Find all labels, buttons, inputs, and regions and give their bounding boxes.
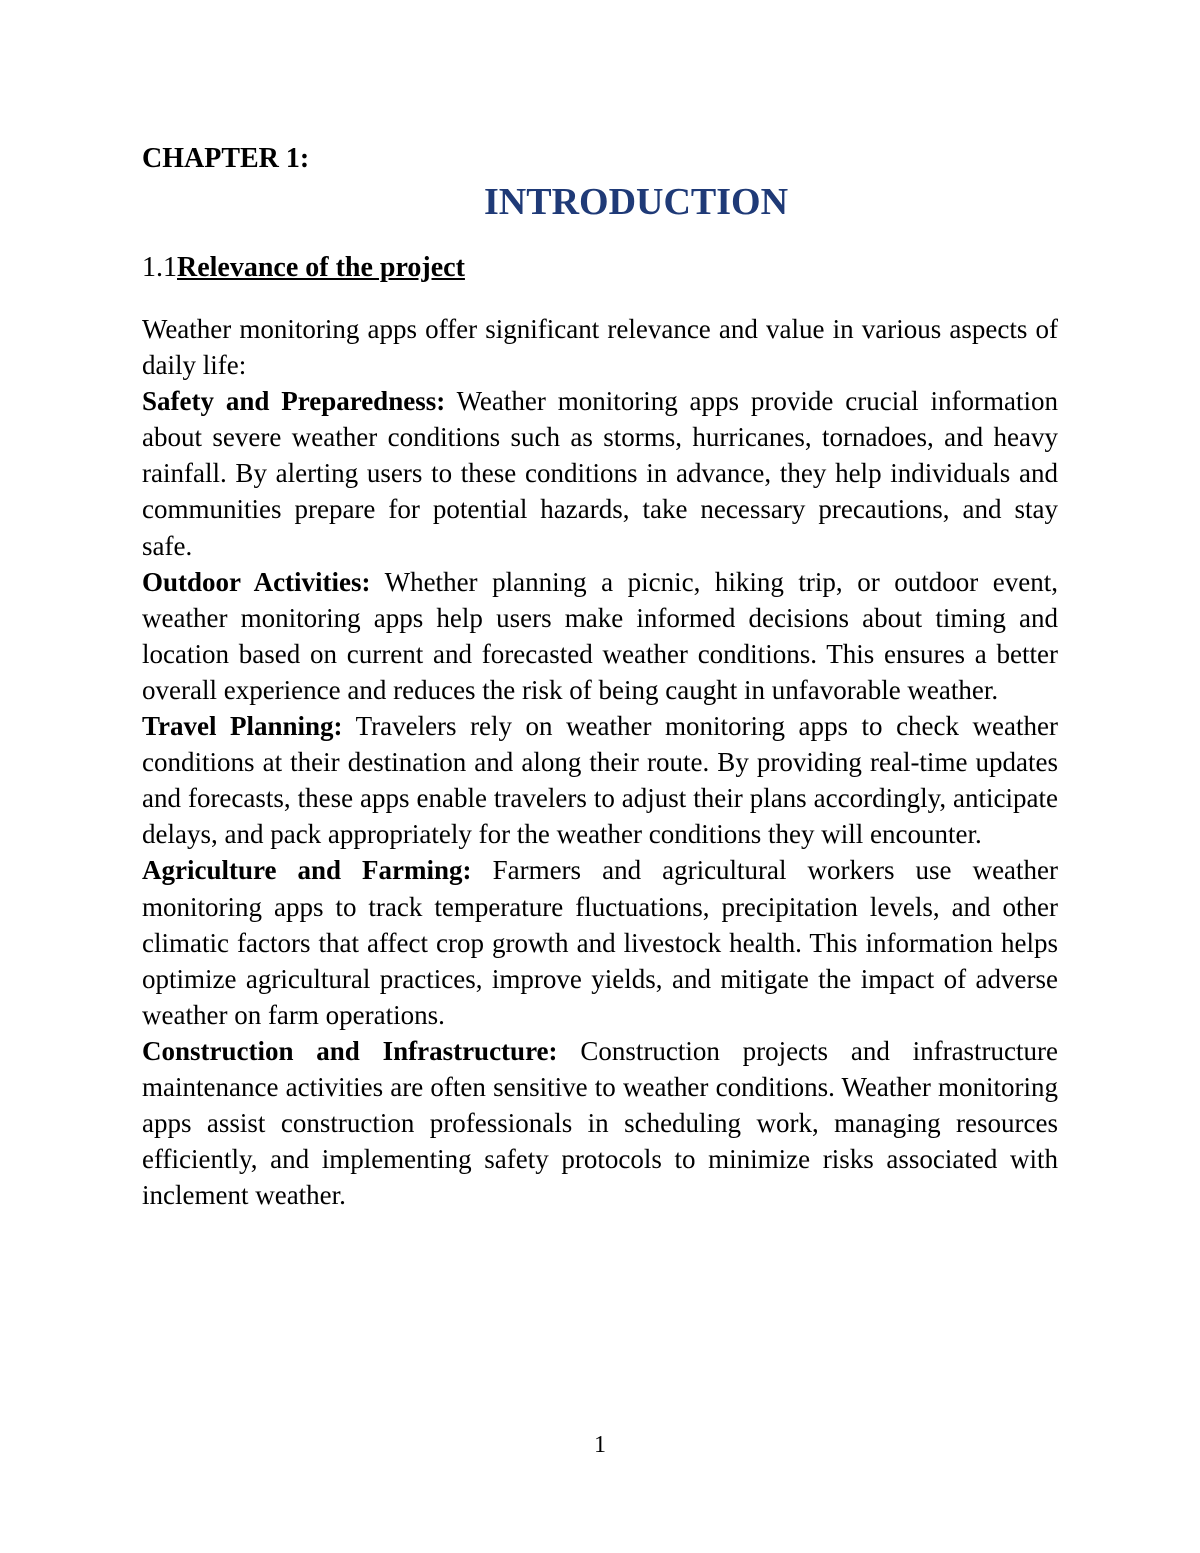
point-paragraph [142, 564, 1058, 708]
point-paragraph [142, 383, 1058, 563]
point-paragraph [142, 852, 1058, 1032]
point-text: Farmers and agricultural workers use weather monitoring apps to track temperature fluctuations, precipitation levels, and other climatic factors that affect crop growth and livestock health. This information helps optimize agricultural practices, improve yields, and mitigate the impact of adverse weather on farm operations. [142, 855, 1059, 1030]
point-text: Construction projects and infrastructure maintenance activities are often sensitive to weather conditions. Weather monitoring apps assist construction professionals in scheduling work, managing resources efficiently, and implementing safety protocols to minimize risks associated with inclement weather. [142, 1035, 1059, 1211]
section-heading [142, 252, 465, 284]
point-term: Safety and Preparedness: [142, 386, 446, 417]
point-text: Weather monitoring apps provide crucial information about severe weather conditions such as storms, hurricanes, tornadoes, and heavy rainfall. By alerting users to these conditions in advance, they help individuals and communities prepare for potential hazards, take necessary precautions, and stay safe. [142, 386, 1059, 561]
point-text: Whether planning a picnic, hiking trip, or outdoor event, weather monitoring apps help users make informed decisions about timing and location based on current and forecasted weather conditions. This ensures a better overall experience and reduces the risk of being caught in unfavorable weather. [142, 566, 1059, 705]
point-term: Agriculture and Farming: [142, 855, 472, 886]
chapter-title: INTRODUCTION [484, 181, 789, 223]
section-number: 1.1 [142, 252, 177, 283]
point-text: Travelers rely on weather monitoring apps to check weather conditions at their destination and along their route. By providing real-time updates and forecasts, these apps enable travelers to adjust their plans accordingly, anticipate delays, and pack appropriately for the weather conditions they will encounter. [142, 711, 1058, 850]
point-term: Travel Planning: [142, 711, 343, 742]
section-title: Relevance of the project [177, 252, 465, 283]
page-number: 1 [594, 1432, 606, 1458]
point-term: Construction and Infrastructure: [142, 1035, 558, 1066]
intro-paragraph: Weather monitoring apps offer significant relevance and value in various aspects of daily life: [142, 314, 1058, 381]
point-paragraph [142, 1033, 1058, 1213]
chapter-label: CHAPTER 1: [142, 143, 310, 174]
point-term: Outdoor Activities: [142, 566, 371, 597]
point-paragraph [142, 708, 1058, 852]
body-text [142, 311, 1058, 1213]
